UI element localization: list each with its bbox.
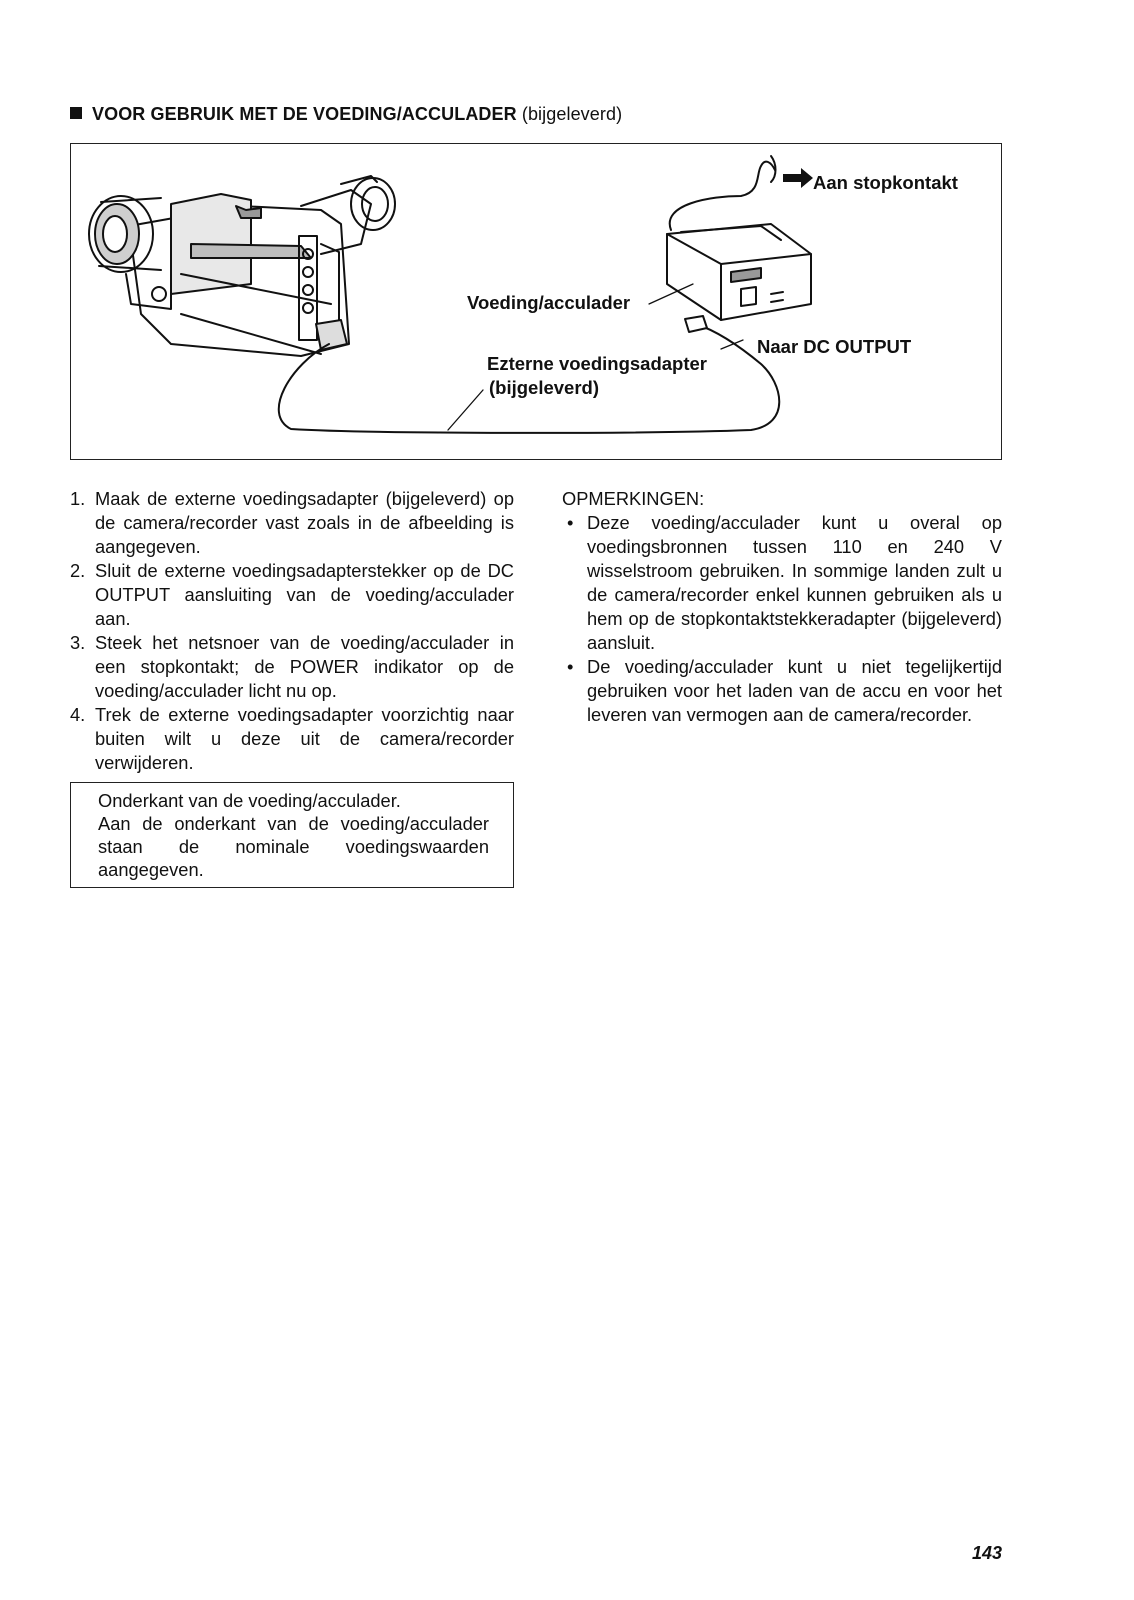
label-adapter-line2: (bijgeleverd) (489, 377, 599, 398)
box-text: Aan de onderkant van de voeding/acculader staan de nominale voedingswaarden aangegeven. (98, 813, 489, 880)
step-number: 1. (70, 488, 86, 509)
mains-cord (670, 162, 775, 230)
label-adapter-line1: Ezterne voedingsadapter (487, 353, 708, 374)
step-number: 2. (70, 560, 86, 581)
step-item (70, 487, 514, 559)
square-bullet-icon (70, 107, 82, 119)
step-text: Trek de externe voedingsadapter voorzichtig naar buiten wilt u deze uit de camera/recorder verwijderen. (95, 704, 514, 773)
notes-title: OPMERKINGEN: (562, 488, 705, 509)
arrow-right-icon (783, 168, 813, 188)
step-text: Sluit de externe voedingsadapterstekker op de DC OUTPUT aansluiting van de voeding/acculader aan. (95, 560, 514, 629)
step-item (70, 559, 514, 631)
heading-bold: VOOR GEBRUIK MET DE VOEDING/ACCULADER (92, 104, 517, 124)
step-text: Maak de externe voedingsadapter (bijgeleverd) op de camera/recorder vast zoals in de afbeelding is aangegeven. (95, 488, 514, 557)
bullet-icon: • (567, 656, 574, 677)
step-item (70, 631, 514, 703)
charger-icon (667, 224, 811, 320)
page-number: 143 (972, 1543, 1003, 1563)
step-text: Steek het netsnoer van de voeding/acculader in een stopkontakt; de POWER indikator op de voeding/acculader licht nu op. (95, 632, 514, 701)
note-item (562, 655, 1002, 727)
note-text: Deze voeding/acculader kunt u overal op voedingsbronnen tussen 110 en 240 V wisselstroom gebruiken. In sommige landen zult u de camera/recorder enkel kunnen gebruiken als u hem op de stopkontaktstekkeradapter (bijgeleverd) aansluit. (587, 512, 1002, 653)
underside-note-box (70, 782, 514, 888)
notes-column (562, 487, 1002, 727)
box-title: Onderkant van de voeding/acculader. (98, 790, 401, 811)
label-dc-output: Naar DC OUTPUT (757, 336, 912, 357)
steps-column (70, 487, 514, 775)
label-charger: Voeding/acculader (467, 292, 631, 313)
steps-list (70, 487, 514, 775)
step-item (70, 703, 514, 775)
section-heading (70, 104, 622, 125)
label-outlet: Aan stopkontakt (813, 172, 958, 193)
step-number: 3. (70, 632, 86, 653)
connection-illustration (70, 143, 1002, 460)
camcorder-icon (89, 176, 395, 356)
step-number: 4. (70, 704, 86, 725)
heading-normal: (bijgeleverd) (521, 104, 623, 124)
note-text: De voeding/acculader kunt u niet tegelijkertijd gebruiken voor het laden van de accu en voor het leveren van vermogen aan de camera/recorder. (587, 656, 1002, 725)
note-item (562, 511, 1002, 655)
bullet-icon: • (567, 512, 574, 533)
notes-list (562, 511, 1002, 727)
